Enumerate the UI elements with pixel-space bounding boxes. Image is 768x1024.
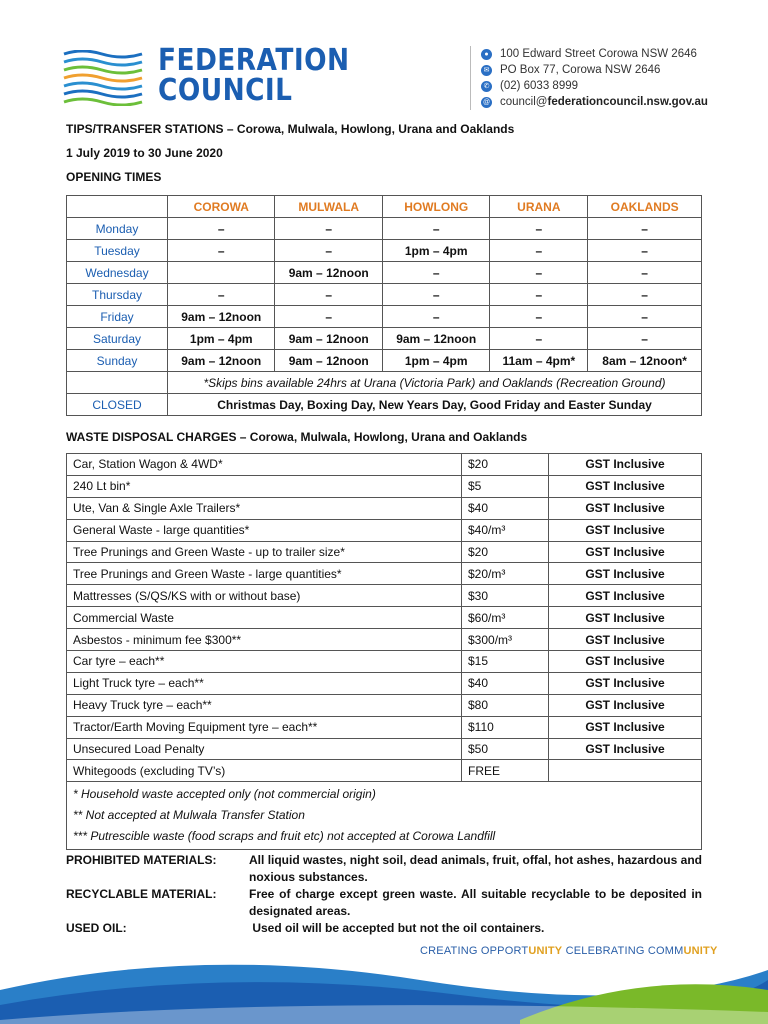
charges-notes-row [67,782,702,850]
table-row: Friday 9am – 12noon – – – – [67,306,702,328]
charge-gst: GST Inclusive [549,475,702,497]
charge-gst: GST Inclusive [549,454,702,476]
charges-notes [67,782,702,850]
charge-price: $30 [462,585,549,607]
table-row [67,694,702,716]
at-icon: @ [482,98,491,106]
charge-price: $5 [462,475,549,497]
charge-price: $50 [462,738,549,760]
table-row [67,760,702,782]
charge-item: Tree Prunings and Green Waste - up to trailer size* [67,541,462,563]
charge-price: $40/m³ [462,519,549,541]
table-row: Monday – – – – – [67,218,702,240]
location-pin-icon: ● [481,49,492,60]
table-row [67,541,702,563]
charge-gst: GST Inclusive [549,716,702,738]
charge-gst: GST Inclusive [549,497,702,519]
table-row [67,651,702,673]
closed-row [67,394,702,416]
col-header: COROWA [168,196,275,218]
charges-title: WASTE DISPOSAL CHARGES – Corowa, Mulwala, Howlong, Urana and Oaklands [66,430,528,444]
contact-details [470,46,708,110]
charge-item: Commercial Waste [67,607,462,629]
skip-bins-note-row [67,372,702,394]
phone-icon: ✆ [481,81,492,92]
charge-price: $15 [462,651,549,673]
day-label: Tuesday [67,240,168,262]
waste-charges-table [66,453,702,850]
federation-council-logo-waves-icon [62,50,144,106]
charge-item: Heavy Truck tyre – each** [67,694,462,716]
closed-label: CLOSED [67,394,168,416]
logo-line-2: COUNCIL [158,73,293,108]
contact-phone: ✆ (02) 6033 8999 [481,78,708,94]
prohibited-materials: PROHIBITED MATERIALS: All liquid wastes, night soil, dead animals, fruit, offal, hot ashes, hazardous and noxious substances. [66,853,702,884]
organization-name [158,43,350,108]
tagline: CREATING OPPORTUNITY CELEBRATING COMMUNITY [420,945,718,957]
charge-item: Car tyre – each** [67,651,462,673]
col-header: URANA [490,196,588,218]
charge-gst: GST Inclusive [549,585,702,607]
charge-item: Unsecured Load Penalty [67,738,462,760]
recyclable-material: RECYCLABLE MATERIAL: Free of charge except green waste. All suitable recyclable to be deposited in designated areas. [66,887,702,918]
charge-item: Tree Prunings and Green Waste - large quantities* [67,563,462,585]
table-row [67,563,702,585]
note-3: *** Putrescible waste (food scraps and fruit etc) not accepted at Corowa Landfill [73,829,496,844]
charge-gst: GST Inclusive [549,651,702,673]
table-row: Thursday – – – – – [67,284,702,306]
day-label: Sunday [67,350,168,372]
letterhead [0,0,768,118]
closed-days: Christmas Day, Boxing Day, New Years Day, Good Friday and Easter Sunday [168,394,702,416]
charge-item: General Waste - large quantities* [67,519,462,541]
charge-price: $40 [462,672,549,694]
charge-gst [549,760,702,782]
charge-gst: GST Inclusive [549,738,702,760]
charge-item: Car, Station Wagon & 4WD* [67,454,462,476]
note-1: * Household waste accepted only (not commercial origin) [73,787,376,802]
charge-item: 240 Lt bin* [67,475,462,497]
heading-opening-times: OPENING TIMES [66,170,162,184]
table-row [67,629,702,651]
used-oil: USED OIL: Used oil will be accepted but not the oil containers. [66,921,545,935]
col-header: MULWALA [275,196,382,218]
table-row [67,716,702,738]
document-heading [66,122,702,194]
charge-item: Tractor/Earth Moving Equipment tyre – each** [67,716,462,738]
footer-waves-icon [0,950,768,1024]
table-row [67,497,702,519]
table-row: Sunday 9am – 12noon 9am – 12noon 1pm – 4pm 11am – 4pm* 8am – 12noon* [67,350,702,372]
charge-item: Ute, Van & Single Axle Trailers* [67,497,462,519]
charge-gst: GST Inclusive [549,672,702,694]
table-row [67,519,702,541]
charge-price: $110 [462,716,549,738]
table-row [67,607,702,629]
table-row [67,475,702,497]
charge-price: FREE [462,760,549,782]
contact-email[interactable]: @ council@ federationcouncil.nsw.gov.au [482,96,708,108]
table-row: Wednesday 9am – 12noon – – – [67,262,702,284]
day-label: Saturday [67,328,168,350]
table-row [67,672,702,694]
charge-gst: GST Inclusive [549,694,702,716]
charge-price: $80 [462,694,549,716]
charge-price: $300/m³ [462,629,549,651]
heading-title: TIPS/TRANSFER STATIONS – Corowa, Mulwala, Howlong, Urana and Oaklands [66,122,515,136]
charge-item: Asbestos - minimum fee $300** [67,629,462,651]
charge-item: Whitegoods (excluding TV’s) [67,760,462,782]
day-label: Thursday [67,284,168,306]
opening-times-table [66,195,702,416]
additional-info [66,852,702,937]
col-header: HOWLONG [382,196,489,218]
contact-po-box: ✉ PO Box 77, Corowa NSW 2646 [481,62,708,78]
charge-price: $40 [462,497,549,519]
day-label: Friday [67,306,168,328]
charge-gst: GST Inclusive [549,629,702,651]
table-row [67,454,702,476]
charge-price: $20 [462,454,549,476]
logo-line-1: FEDERATION [158,43,350,78]
table-row: Saturday 1pm – 4pm 9am – 12noon 9am – 12noon – – [67,328,702,350]
charge-gst: GST Inclusive [549,607,702,629]
opening-times-header-row [67,196,702,218]
mail-icon: ✉ [481,65,492,76]
charge-gst: GST Inclusive [549,563,702,585]
day-label: Monday [67,218,168,240]
charge-item: Mattresses (S/QS/KS with or without base) [67,585,462,607]
table-row: Tuesday – – 1pm – 4pm – – [67,240,702,262]
table-row [67,585,702,607]
heading-period: 1 July 2019 to 30 June 2020 [66,146,223,160]
charge-gst: GST Inclusive [549,541,702,563]
note-2: ** Not accepted at Mulwala Transfer Station [73,808,305,823]
charge-item: Light Truck tyre – each** [67,672,462,694]
charge-gst: GST Inclusive [549,519,702,541]
skip-bins-note: *Skips bins available 24hrs at Urana (Victoria Park) and Oaklands (Recreation Ground) [168,372,702,394]
charge-price: $20 [462,541,549,563]
contact-address: ● 100 Edward Street Corowa NSW 2646 [481,46,708,62]
col-header: OAKLANDS [588,196,702,218]
table-row [67,738,702,760]
charge-price: $20/m³ [462,563,549,585]
charge-price: $60/m³ [462,607,549,629]
day-label: Wednesday [67,262,168,284]
